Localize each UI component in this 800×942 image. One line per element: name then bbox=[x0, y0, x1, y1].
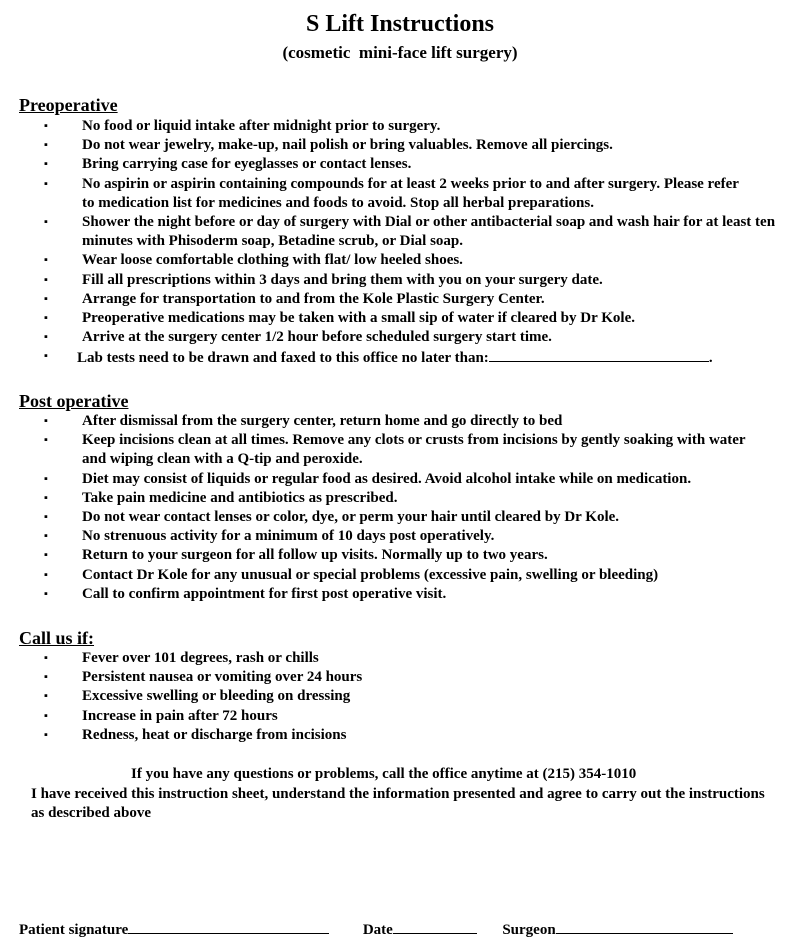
document-title: S Lift Instructions bbox=[305, 11, 495, 37]
bullet-icon: ▪ bbox=[44, 472, 48, 485]
list-item: ▪ Take pain medicine and antibiotics as prescribed. bbox=[0, 489, 800, 508]
list-item: ▪ Arrange for transportation to and from the Kole Plastic Surgery Center. bbox=[0, 290, 800, 309]
list-item: ▪ Call to confirm appointment for first post operative visit. bbox=[0, 585, 800, 604]
list-item: ▪ Arrive at the surgery center 1/2 hour before scheduled surgery start time. bbox=[0, 328, 800, 347]
list-item: ▪ Preoperative medications may be taken with a small sip of water if cleared by Dr Kole. bbox=[0, 309, 800, 328]
bullet-icon: ▪ bbox=[44, 709, 48, 722]
bullet-icon: ▪ bbox=[44, 139, 48, 152]
bullet-icon: ▪ bbox=[44, 511, 48, 524]
surgeon-label: Surgeon bbox=[502, 922, 556, 938]
list-item: ▪ Return to your surgeon for all follow up visits. Normally up to two years. bbox=[0, 546, 800, 565]
date-field[interactable] bbox=[393, 919, 477, 934]
bullet-icon: ▪ bbox=[44, 177, 48, 190]
list-item: ▪ Fever over 101 degrees, rash or chills bbox=[0, 649, 800, 668]
list-item: ▪ Redness, heat or discharge from incisions bbox=[0, 726, 800, 745]
acknowledgement-text: I have received this instruction sheet, understand the information presented and agree to carry out the instructions as described above bbox=[31, 786, 765, 821]
preoperative-list bbox=[0, 117, 800, 369]
bullet-icon: ▪ bbox=[44, 331, 48, 344]
list-item: ▪ Diet may consist of liquids or regular food as desired. Avoid alcohol intake while on medication. bbox=[0, 470, 800, 489]
patient-signature-field[interactable] bbox=[128, 919, 329, 934]
bullet-icon: ▪ bbox=[44, 434, 48, 447]
list-item: ▪ Excessive swelling or bleeding on dressing bbox=[0, 687, 800, 706]
bullet-icon: ▪ bbox=[44, 273, 48, 286]
list-item: ▪ Increase in pain after 72 hours bbox=[0, 707, 800, 726]
list-item: ▪ No aspirin or aspirin containing compounds for at least 2 weeks prior to and after surgery. Please refer to medication list for medicines and foods to avoid. Stop all herbal preparations. bbox=[44, 175, 739, 211]
bullet-icon: ▪ bbox=[44, 652, 48, 664]
list-item: ▪ Lab tests need to be drawn and faxed to this office no later than: . bbox=[0, 347, 800, 368]
list-item: ▪ Do not wear contact lenses or color, dye, or perm your hair until cleared by Dr Kole. bbox=[0, 508, 800, 527]
list-item: ▪ Shower the night before or day of surgery with Dial or other antibacterial soap and wash hair for at least ten minutes with Phisoderm soap, Betadine scrub, or Dial soap. bbox=[44, 214, 776, 250]
list-item: ▪ Bring carrying case for eyeglasses or contact lenses. bbox=[0, 155, 800, 174]
bullet-icon: ▪ bbox=[44, 491, 48, 504]
bullet-icon: ▪ bbox=[44, 530, 48, 543]
list-item: ▪ No strenuous activity for a minimum of 10 days post operatively. bbox=[0, 527, 800, 546]
bullet-icon: ▪ bbox=[44, 350, 48, 363]
list-item: ▪ Do not wear jewelry, make-up, nail polish or bring valuables. Remove all piercings. bbox=[0, 136, 800, 155]
bullet-icon: ▪ bbox=[44, 415, 48, 427]
call-us-list bbox=[0, 649, 800, 745]
section-heading-post-operative: Post operative bbox=[19, 391, 129, 411]
list-item: ▪ Fill all prescriptions within 3 days and bring them with you on your surgery date. bbox=[0, 271, 800, 290]
bullet-icon: ▪ bbox=[44, 568, 48, 581]
section-heading-call-us: Call us if: bbox=[19, 628, 95, 648]
list-item: ▪ Keep incisions clean at all times. Remove any clots or crusts from incisions by gently soaking with water and wiping clean with a Q-tip and peroxide. bbox=[44, 432, 746, 468]
list-item: ▪ No food or liquid intake after midnight prior to surgery. bbox=[0, 117, 800, 136]
list-item: ▪ Contact Dr Kole for any unusual or special problems (excessive pain, swelling or bleeding) bbox=[0, 566, 800, 585]
bullet-icon: ▪ bbox=[44, 120, 48, 132]
list-item: ▪ Wear loose comfortable clothing with flat/ low heeled shoes. bbox=[0, 251, 800, 270]
section-heading-preoperative: Preoperative bbox=[19, 95, 118, 115]
bullet-icon: ▪ bbox=[44, 587, 48, 600]
bullet-icon: ▪ bbox=[44, 690, 48, 703]
signature-row bbox=[19, 919, 733, 940]
bullet-icon: ▪ bbox=[44, 728, 48, 741]
bullet-icon: ▪ bbox=[44, 254, 48, 267]
bullet-icon: ▪ bbox=[44, 549, 48, 562]
patient-signature-label: Patient signature bbox=[19, 922, 129, 938]
lab-date-blank[interactable] bbox=[489, 347, 709, 362]
bullet-icon: ▪ bbox=[44, 312, 48, 325]
contact-line: If you have any questions or problems, call the office anytime at (215) 354-1010 bbox=[131, 766, 637, 782]
bullet-icon: ▪ bbox=[44, 158, 48, 171]
date-label: Date bbox=[362, 922, 393, 938]
bullet-icon: ▪ bbox=[44, 292, 48, 305]
bullet-icon: ▪ bbox=[44, 671, 48, 684]
surgeon-signature-field[interactable] bbox=[556, 919, 733, 934]
document-subtitle: (cosmetic mini-face lift surgery) bbox=[282, 43, 518, 62]
list-item: ▪ Persistent nausea or vomiting over 24 hours bbox=[0, 668, 800, 687]
post-operative-list bbox=[0, 412, 800, 604]
list-item: ▪ After dismissal from the surgery center, return home and go directly to bed bbox=[0, 412, 800, 431]
bullet-icon: ▪ bbox=[44, 216, 48, 229]
